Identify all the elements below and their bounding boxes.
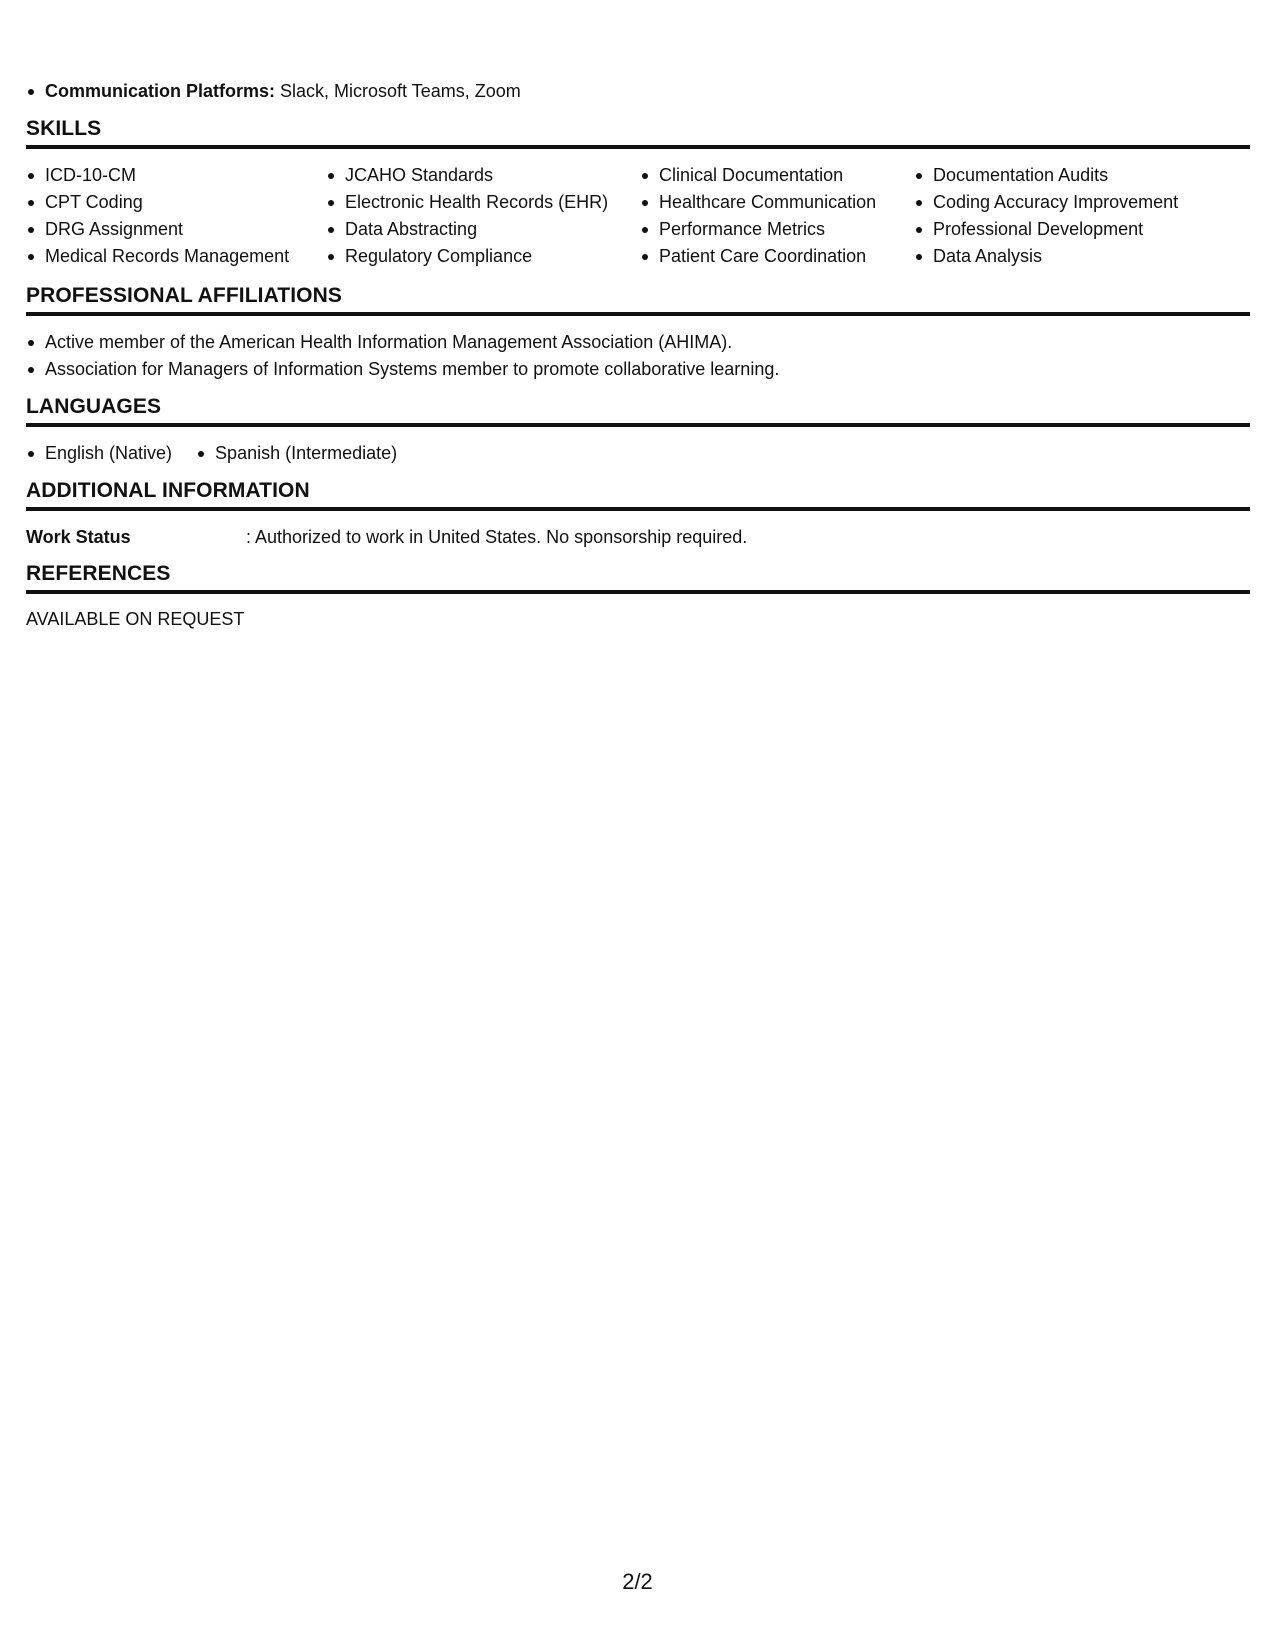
skills-grid (26, 162, 1250, 274)
skill-item: Electronic Health Records (EHR) (326, 189, 608, 216)
skill-item: Patient Care Coordination (640, 243, 876, 270)
language-item: English (Native) (26, 440, 172, 467)
references-heading: REFERENCES (26, 561, 1250, 594)
skills-column-3 (640, 162, 876, 270)
item-value: Slack, Microsoft Teams, Zoom (275, 81, 521, 101)
skill-item: Medical Records Management (26, 243, 289, 270)
work-status-label: Work Status (26, 527, 131, 547)
skill-item: Healthcare Communication (640, 189, 876, 216)
page-number: 2/2 (622, 1569, 653, 1594)
skill-item: Documentation Audits (914, 162, 1178, 189)
skill-item: Data Abstracting (326, 216, 608, 243)
affiliation-item: Active member of the American Health Information Management Association (AHIMA). (26, 329, 779, 356)
list-item (26, 78, 521, 105)
work-status-row (26, 524, 747, 551)
skills-column-4 (914, 162, 1178, 270)
skills-column-1 (26, 162, 289, 270)
item-label: Communication Platforms: (45, 81, 276, 101)
skill-item: ICD-10-CM (26, 162, 289, 189)
technical-skills-list (26, 78, 521, 105)
skill-item: Performance Metrics (640, 216, 876, 243)
skill-item: Clinical Documentation (640, 162, 876, 189)
language-item: Spanish (Intermediate) (196, 440, 397, 467)
affiliations-list (26, 329, 779, 383)
affiliations-heading: PROFESSIONAL AFFILIATIONS (26, 283, 1250, 316)
languages-heading: LANGUAGES (26, 394, 1250, 427)
skill-item: Data Analysis (914, 243, 1178, 270)
skills-heading: SKILLS (26, 116, 1250, 149)
work-status-value: : Authorized to work in United States. No sponsorship required. (246, 527, 748, 547)
skill-item: Coding Accuracy Improvement (914, 189, 1178, 216)
affiliation-item: Association for Managers of Information Systems member to promote collaborative learning. (26, 356, 779, 383)
skill-item: Professional Development (914, 216, 1178, 243)
skill-item: JCAHO Standards (326, 162, 608, 189)
skill-item: Regulatory Compliance (326, 243, 608, 270)
skill-item: DRG Assignment (26, 216, 289, 243)
skill-item: CPT Coding (26, 189, 289, 216)
skills-column-2 (326, 162, 608, 270)
languages-list (26, 440, 421, 467)
references-text: AVAILABLE ON REQUEST (26, 609, 245, 629)
additional-info-heading: ADDITIONAL INFORMATION (26, 478, 1250, 511)
